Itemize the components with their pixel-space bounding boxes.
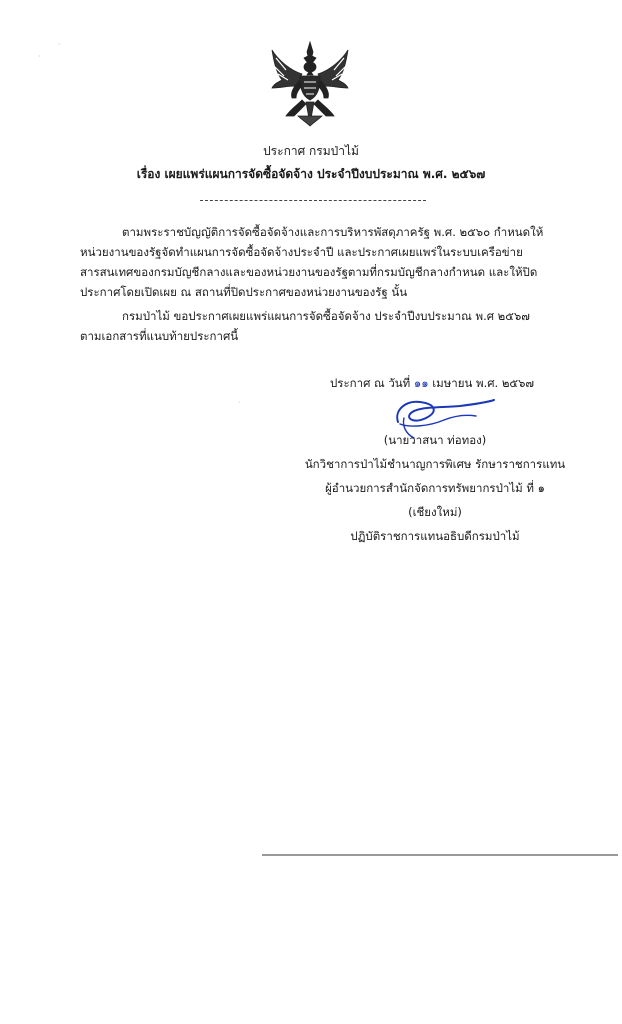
scan-speck: · [238,398,241,407]
scan-speck: · [58,40,61,49]
signatory-position-3: (เชียงใหม่) [408,505,462,519]
announcement-title: ประกาศ กรมป่าไม้ [263,144,359,158]
bottom-rule [262,854,618,856]
signatory-position-4: ปฏิบัติราชการแทนอธิบดีกรมป่าไม้ [350,529,520,543]
signatory-block [300,428,570,548]
body-paragraph-2: กรมป่าไม้ ขอประกาศเผยแพร่แผนการจัดซื้อจัดจ้าง ประจำปีงบประมาณ พ.ศ ๒๕๖๗ ตามเอกสารที่แนบท้ายประกาศนี้ [80,309,530,343]
signatory-position-1: นักวิชาการป่าไม้ชำนาญการพิเศษ รักษาราชการแทน [304,457,566,471]
date-suffix: เมษายน พ.ศ. ๒๕๖๗ [432,376,535,390]
date-prefix: ประกาศ ณ วันที่ [330,376,411,390]
dashed-divider [200,200,426,201]
signatory-position-2: ผู้อำนวยการสำนักจัดการทรัพยากรป่าไม้ ที่ ๑ [325,481,545,495]
date-day: ๑๑ [413,376,429,390]
announcement-date [330,374,590,392]
scan-speck: · [38,52,41,61]
body-paragraph-1: ตามพระราชบัญญัติการจัดซื้อจัดจ้างและการบริหารพัสดุภาครัฐ พ.ศ. ๒๕๖๐ กำหนดให้หน่วยงานของรัฐจัดทำแผนการจัดซื้อจัดจ้างประจำปี และประกาศเผยแพร่ในระบบเครือข่ายสารสนเทศของกรมบัญชีกลางและของหน่วยงานของรัฐตามที่กรมบัญชีกลางกำหนด และให้ปิดประกาศโดยเปิดเผย ณ สถานที่ปิดประกาศของหน่วยงานของรัฐ นั้น [80,225,544,299]
signatory-name: (นายวาสนา ท่อทอง) [383,433,487,447]
garuda-emblem-icon [268,40,352,128]
announcement-subject: เรื่อง เผยแพร่แผนการจัดซื้อจัดจ้าง ประจำปีงบประมาณ พ.ศ. ๒๕๖๗ [136,167,486,181]
